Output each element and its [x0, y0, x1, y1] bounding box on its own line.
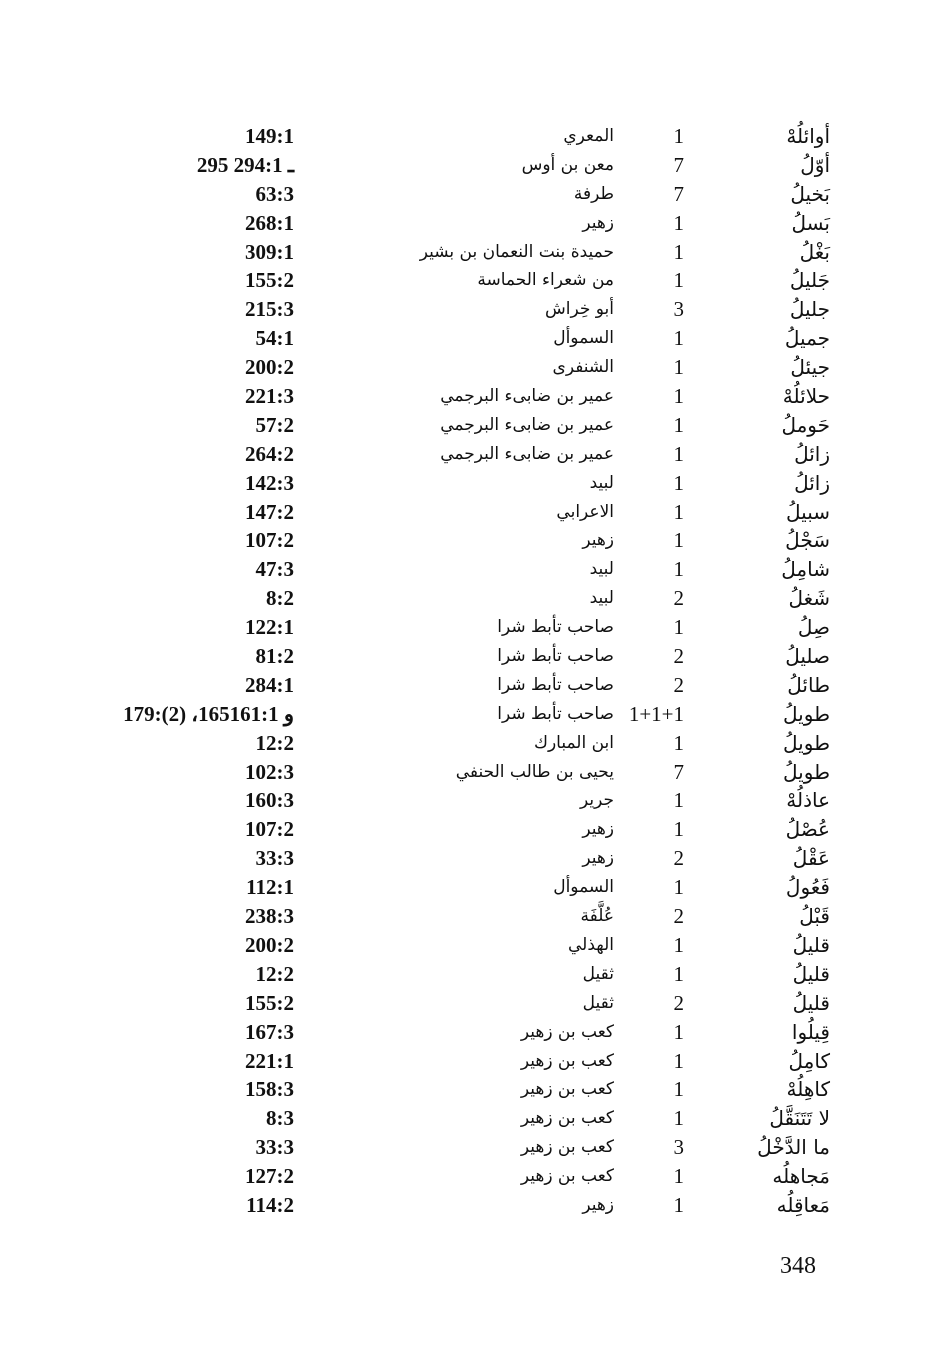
page-reference: 54:1 — [255, 326, 294, 351]
page-reference: 155:2 — [245, 990, 294, 1015]
index-row — [0, 988, 944, 1017]
index-row — [0, 1046, 944, 1075]
page-reference: 8:2 — [266, 586, 294, 611]
rhyme-word: قِيلُوا — [791, 1019, 830, 1044]
index-row — [0, 497, 944, 526]
page-number: 348 — [780, 1253, 816, 1279]
index-row — [0, 1161, 944, 1190]
rhyme-word: لا تَتَنَقَّلُ — [769, 1106, 830, 1131]
page-reference: 155:2 — [245, 268, 294, 293]
page-reference: 12:2 — [255, 961, 294, 986]
verse-count: 7 — [673, 759, 684, 784]
page-reference: 57:2 — [255, 412, 294, 437]
poet-name: لبيد — [589, 559, 614, 580]
verse-count: 2 — [673, 672, 684, 697]
rhyme-word: مَجاهلُه — [772, 1164, 830, 1189]
index-row — [0, 785, 944, 814]
index-row — [0, 121, 944, 150]
page-reference: 309:1 — [245, 239, 294, 264]
poet-name: كعب بن زهير — [520, 1166, 614, 1187]
poet-name: جرير — [580, 790, 614, 811]
poet-name: كعب بن زهير — [520, 1137, 614, 1158]
page-reference: 107:2 — [245, 817, 294, 842]
rhyme-word: زائلُ — [794, 441, 830, 466]
rhyme-word: طويلُ — [783, 730, 830, 755]
poet-name: المعري — [563, 126, 614, 146]
page-reference: 215:3 — [245, 297, 294, 322]
page-reference: 147:2 — [245, 499, 294, 524]
index-row — [0, 410, 944, 439]
rhyme-word: حلائلُهْ — [782, 384, 830, 409]
index-row — [0, 352, 944, 381]
rhyme-word: طويلُ — [783, 701, 830, 726]
rhyme-word: مَعاقِلُه — [776, 1192, 830, 1217]
poet-name: صاحب تأبط شرا — [497, 646, 614, 667]
page-reference: 102:3 — [245, 759, 294, 784]
verse-count: 1 — [673, 557, 684, 582]
verse-count: 1 — [673, 268, 684, 293]
rhyme-word: كاهِلُهْ — [786, 1077, 830, 1102]
rhyme-word: صِلُ — [797, 615, 830, 640]
rhyme-word: عَقْلُ — [792, 846, 830, 871]
verse-count: 2 — [673, 990, 684, 1015]
page-reference: 221:1 — [245, 1048, 294, 1073]
poet-name: صاحب تأبط شرا — [497, 617, 614, 638]
page-reference: 47:3 — [255, 557, 294, 582]
poet-name: صاحب تأبط شرا — [497, 674, 614, 695]
rhyme-word: قليلُ — [792, 990, 830, 1015]
poet-name: كعب بن زهير — [520, 1108, 614, 1129]
rhyme-word: جميلُ — [784, 326, 830, 351]
rhyme-word: جَليلُ — [789, 268, 830, 293]
index-row — [0, 265, 944, 294]
page-reference: 127:2 — [245, 1164, 294, 1189]
index-row — [0, 843, 944, 872]
index-row — [0, 237, 944, 266]
page-reference: 160:3 — [245, 788, 294, 813]
page-reference: 107:2 — [245, 528, 294, 553]
index-row — [0, 641, 944, 670]
index-row — [0, 583, 944, 612]
verse-count: 1 — [673, 384, 684, 409]
verse-count: 1 — [673, 210, 684, 235]
poet-name: السموأل — [553, 328, 614, 349]
page-reference: 295 ـ 294:1 — [196, 152, 294, 177]
poet-name: الهذلي — [567, 934, 614, 955]
poet-name: عمير بن ضابىء البرجمي — [440, 414, 614, 435]
verse-count: 2 — [673, 846, 684, 871]
index-row — [0, 699, 944, 728]
poet-name: أبو خِراش — [544, 299, 614, 320]
verse-count: 2 — [673, 904, 684, 929]
rhyme-word: جليلُ — [789, 297, 830, 322]
poet-name: صاحب تأبط شرا — [497, 703, 614, 724]
verse-count: 2 — [673, 586, 684, 611]
page-reference: 238:3 — [245, 904, 294, 929]
rhyme-word: عاذلُهْ — [786, 788, 830, 813]
rhyme-word: ما الدَّخْلُ — [757, 1135, 830, 1160]
verse-count: 1 — [673, 615, 684, 640]
index-row — [0, 208, 944, 237]
index-row — [0, 959, 944, 988]
verse-count: 1 — [673, 1106, 684, 1131]
poet-name: لبيد — [589, 472, 614, 493]
rhyme-word: بَغْلُ — [799, 239, 830, 264]
page-reference: 264:2 — [245, 441, 294, 466]
index-row — [0, 872, 944, 901]
verse-count: 1 — [673, 788, 684, 813]
rhyme-word: جيئلُ — [790, 355, 830, 380]
poet-name: كعب بن زهير — [520, 1050, 614, 1071]
rhyme-word: بَخيلُ — [790, 181, 830, 206]
verse-count: 1 — [673, 730, 684, 755]
poet-name: معن بن أوس — [521, 154, 614, 175]
verse-count: 1 — [673, 124, 684, 148]
poet-name: زهير — [582, 530, 614, 551]
poet-name: الاعرابي — [556, 501, 614, 522]
poet-name: طرفة — [573, 183, 614, 204]
page-reference: 158:3 — [245, 1077, 294, 1102]
rhyme-word: قَبْلُ — [799, 904, 830, 929]
verse-count: 1 — [673, 470, 684, 495]
index-row — [0, 554, 944, 583]
page-reference: 221:3 — [245, 384, 294, 409]
page-reference: 12:2 — [255, 730, 294, 755]
rhyme-word: قليلُ — [792, 932, 830, 957]
verse-count: 1 — [673, 412, 684, 437]
poet-name: ثقيل — [582, 963, 614, 984]
rhyme-word: قليلُ — [792, 961, 830, 986]
verse-count: 1 — [673, 932, 684, 957]
verse-count: 1 — [673, 817, 684, 842]
index-row — [0, 179, 944, 208]
poet-name: كعب بن زهير — [520, 1079, 614, 1100]
rhyme-word: فَعُولُ — [785, 875, 830, 900]
page-reference: 114:2 — [246, 1192, 294, 1217]
poet-name: عُلَّفَة — [580, 906, 614, 927]
verse-count: 1 — [673, 961, 684, 986]
rhyme-word: عُصْلُ — [785, 817, 830, 842]
page-reference: 179:(2) ،165و 161:1 — [123, 701, 294, 726]
verse-count: 1 — [673, 441, 684, 466]
verse-count: 3 — [673, 1135, 684, 1160]
rhyme-word: كامِلُ — [788, 1048, 830, 1073]
poet-name: الشنفرى — [552, 357, 614, 378]
index-table — [0, 121, 944, 1219]
rhyme-word: سبيلُ — [786, 499, 830, 524]
rhyme-word: طائلُ — [787, 672, 830, 697]
index-row — [0, 1190, 944, 1219]
rhyme-word: حَوملُ — [781, 412, 830, 437]
rhyme-word: بَسلُ — [791, 210, 830, 235]
index-row — [0, 150, 944, 179]
rhyme-word: صليلُ — [785, 644, 830, 669]
poet-name: ثقيل — [582, 992, 614, 1013]
poet-name: لبيد — [589, 588, 614, 609]
poet-name: زهير — [582, 819, 614, 840]
rhyme-word: سَجْلُ — [785, 528, 830, 553]
poet-name: يحيى بن طالب الحنفي — [455, 761, 614, 782]
verse-count: 1 — [673, 1048, 684, 1073]
rhyme-word: أوّلُ — [800, 152, 830, 177]
index-row — [0, 901, 944, 930]
poet-name: زهير — [582, 1194, 614, 1215]
index-row — [0, 439, 944, 468]
rhyme-word: شامِلُ — [781, 557, 830, 582]
page-reference: 112:1 — [246, 875, 294, 900]
rhyme-word: طويلُ — [783, 759, 830, 784]
verse-count: 1 — [673, 239, 684, 264]
poet-name: عمير بن ضابىء البرجمي — [440, 443, 614, 464]
verse-count: 1 — [673, 355, 684, 380]
index-row — [0, 468, 944, 497]
index-row — [0, 323, 944, 352]
index-row — [0, 381, 944, 410]
index-row — [0, 1103, 944, 1132]
rhyme-word: شَغلُ — [788, 586, 830, 611]
index-row — [0, 1132, 944, 1161]
verse-count: 1 — [673, 1192, 684, 1217]
page-reference: 149:1 — [245, 124, 294, 148]
verse-count: 1 — [673, 875, 684, 900]
page-reference: 33:3 — [255, 1135, 294, 1160]
verse-count: 1+1+1 — [628, 701, 684, 726]
verse-count: 7 — [673, 152, 684, 177]
verse-count: 1 — [673, 528, 684, 553]
page-reference: 268:1 — [245, 210, 294, 235]
index-row — [0, 612, 944, 641]
verse-count: 1 — [673, 1164, 684, 1189]
verse-count: 1 — [673, 1077, 684, 1102]
poet-name: زهير — [582, 212, 614, 233]
poet-name: زهير — [582, 848, 614, 869]
page-reference: 200:2 — [245, 355, 294, 380]
index-row — [0, 525, 944, 554]
index-row — [0, 1017, 944, 1046]
poet-name: ابن المبارك — [533, 732, 614, 753]
page-reference: 81:2 — [255, 644, 294, 669]
verse-count: 2 — [673, 644, 684, 669]
index-row — [0, 930, 944, 959]
poet-name: حميدة بنت النعمان بن بشير — [419, 241, 614, 262]
page-reference: 122:1 — [245, 615, 294, 640]
rhyme-word: زائلُ — [794, 470, 830, 495]
verse-count: 1 — [673, 1019, 684, 1044]
verse-count: 1 — [673, 326, 684, 351]
index-row — [0, 670, 944, 699]
page-reference: 200:2 — [245, 932, 294, 957]
page-reference: 33:3 — [255, 846, 294, 871]
poet-name: السموأل — [553, 877, 614, 898]
index-row — [0, 728, 944, 757]
page-reference: 8:3 — [266, 1106, 294, 1131]
index-row — [0, 757, 944, 786]
index-row — [0, 1074, 944, 1103]
verse-count: 3 — [673, 297, 684, 322]
index-row — [0, 294, 944, 323]
verse-count: 7 — [673, 181, 684, 206]
page-reference: 142:3 — [245, 470, 294, 495]
page-reference: 284:1 — [245, 672, 294, 697]
rhyme-word: أوائلُهْ — [786, 124, 830, 148]
verse-count: 1 — [673, 499, 684, 524]
index-row — [0, 814, 944, 843]
poet-name: عمير بن ضابىء البرجمي — [440, 386, 614, 407]
poet-name: من شعراء الحماسة — [477, 270, 614, 291]
poet-name: كعب بن زهير — [520, 1021, 614, 1042]
page-reference: 63:3 — [255, 181, 294, 206]
page-reference: 167:3 — [245, 1019, 294, 1044]
